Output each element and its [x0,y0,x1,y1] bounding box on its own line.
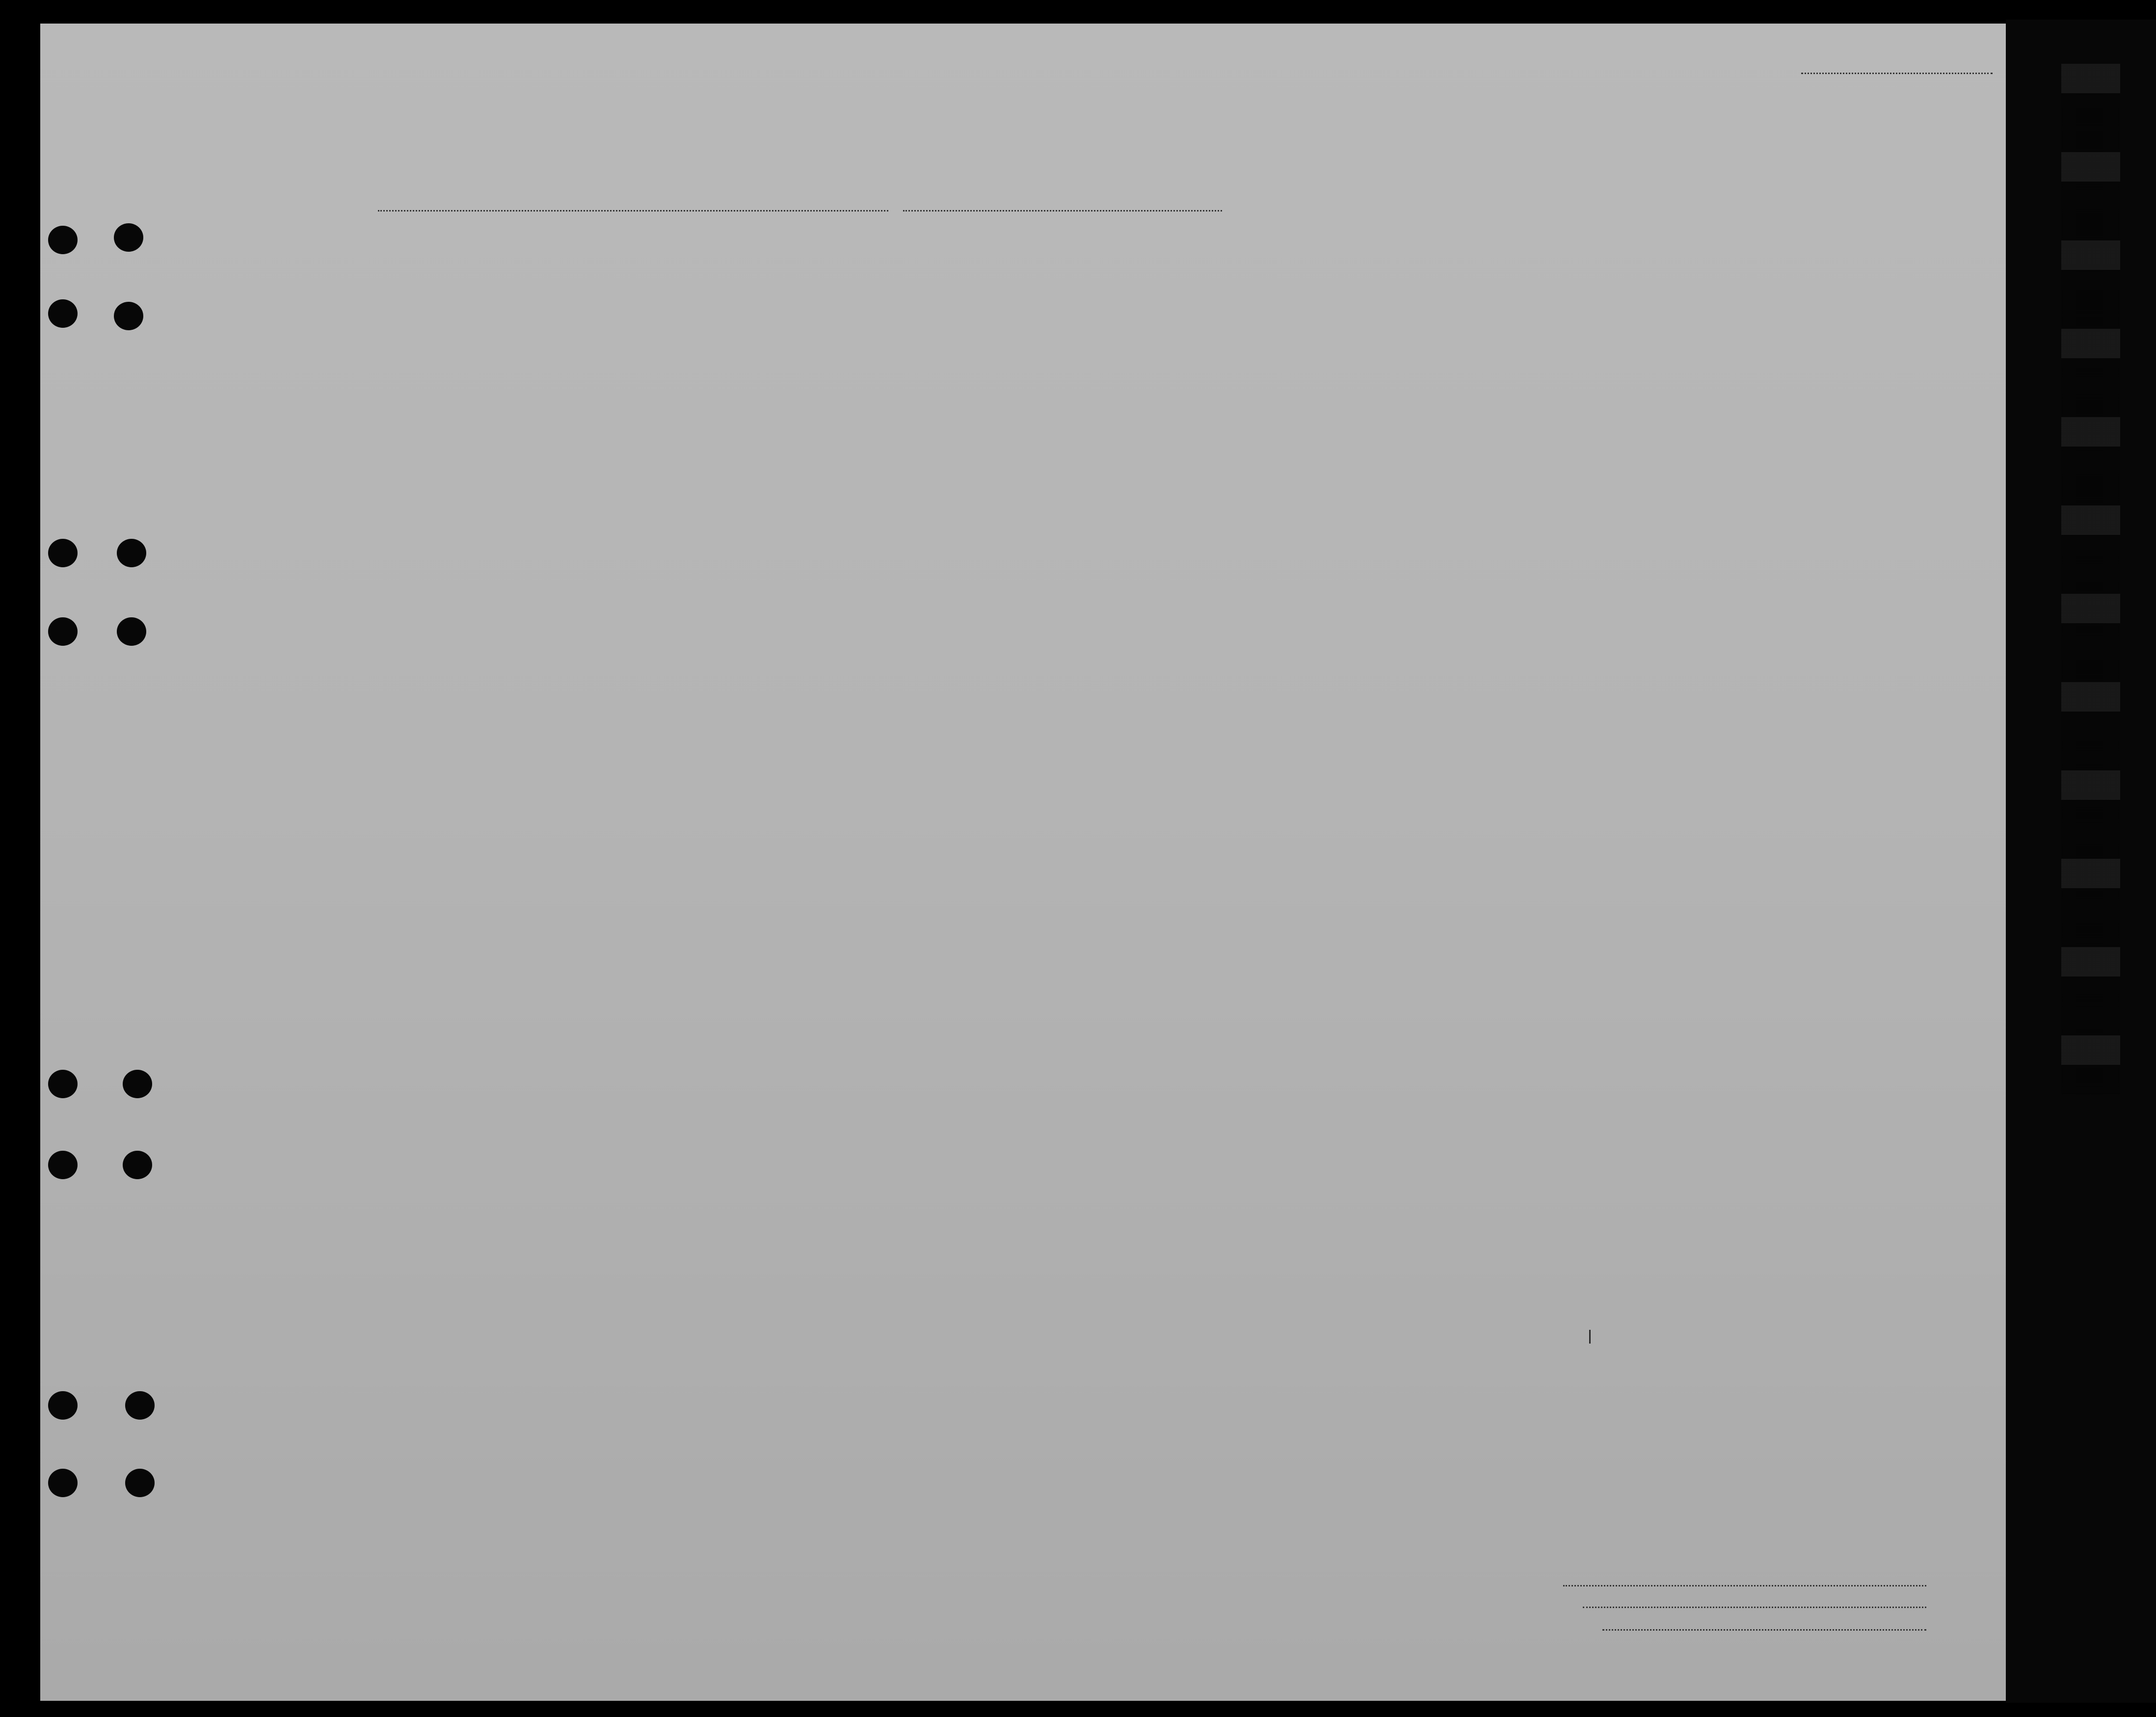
ink-mark [1589,1330,1591,1344]
owners-field [1583,1607,1926,1608]
local-agents-field [1602,1629,1926,1631]
line-field [1563,1585,1926,1586]
